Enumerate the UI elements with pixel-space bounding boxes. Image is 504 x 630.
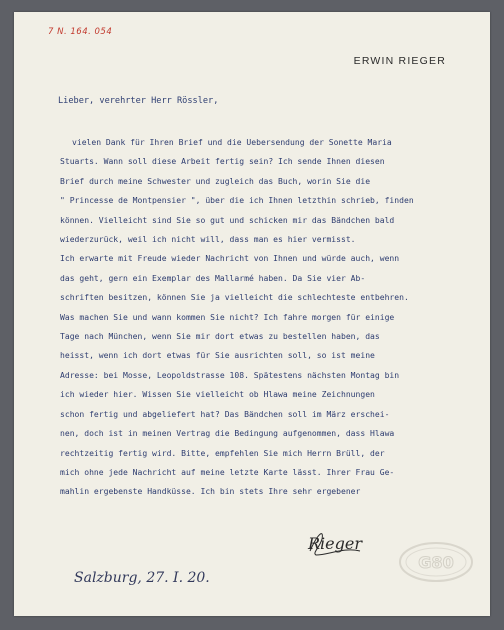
place-date: Salzburg, 27. I. 20.: [74, 570, 210, 586]
body-line: schon fertig und abgeliefert hat? Das Bändchen soll im März erschei-: [60, 409, 390, 419]
body-line: " Princesse de Montpensier ", über die ich Ihnen letzthin schrieb, finden: [60, 196, 414, 206]
body-line: ich wieder hier. Wissen Sie vielleicht ob Hlawa meine Zeichnungen: [60, 390, 375, 400]
blind-stamp: [396, 538, 476, 586]
body-line: nen, doch ist in meinen Vertrag die Bedingung aufgenommen, dass Hlawa: [60, 429, 395, 439]
body-line: Was machen Sie und wann kommen Sie nicht? Ich fahre morgen für einige: [60, 312, 395, 322]
body-line: Ich erwarte mit Freude wieder Nachricht von Ihnen und würde auch, wenn: [60, 254, 400, 264]
letter-body: [60, 133, 480, 502]
body-line: Tage nach München, wenn Sie mir dort etwas zu bestellen haben, das: [60, 332, 380, 342]
body-line: mahlin ergebenste Handküsse. Ich bin stets Ihre sehr ergebener: [60, 487, 361, 497]
body-line: Adresse: bei Mosse, Leopoldstrasse 108. Spätestens nächsten Montag bin: [60, 370, 400, 380]
archive-mark: 7 N. 164. 054: [48, 27, 113, 37]
body-line: rechtzeitig fertig wird. Bitte, empfehlen Sie mich Herrn Brüll, der: [60, 448, 385, 458]
signature: Rieger: [308, 534, 362, 553]
body-line: können. Vielleicht sind Sie so gut und schicken mir das Bändchen bald: [60, 215, 395, 225]
body-line: wiederzurück, weil ich nicht will, dass man es hier vermisst.: [60, 235, 356, 245]
stamp-text: G80: [418, 553, 454, 572]
salutation: Lieber, verehrter Herr Rössler,: [58, 96, 219, 106]
body-line: Brief durch meine Schwester und zugleich das Buch, worin Sie die: [60, 176, 371, 186]
body-line: vielen Dank für Ihren Brief und die Uebersendung der Sonette Maria: [72, 138, 392, 147]
body-line: mich ohne jede Nachricht auf meine letzte Karte lässt. Ihrer Frau Ge-: [60, 467, 395, 477]
body-line: das geht, gern ein Exemplar des Mallarmé haben. Da Sie vier Ab-: [60, 273, 366, 283]
body-line: Stuarts. Wann soll diese Arbeit fertig sein? Ich sende Ihnen diesen: [60, 157, 385, 167]
body-line: heisst, wenn ich dort etwas für Sie ausrichten soll, so ist meine: [60, 351, 375, 361]
letter-sheet: [14, 12, 490, 616]
body-line: schriften besitzen, können Sie ja vielleicht die schlechteste entbehren.: [60, 293, 409, 303]
letterhead: ERWIN RIEGER: [353, 55, 446, 67]
